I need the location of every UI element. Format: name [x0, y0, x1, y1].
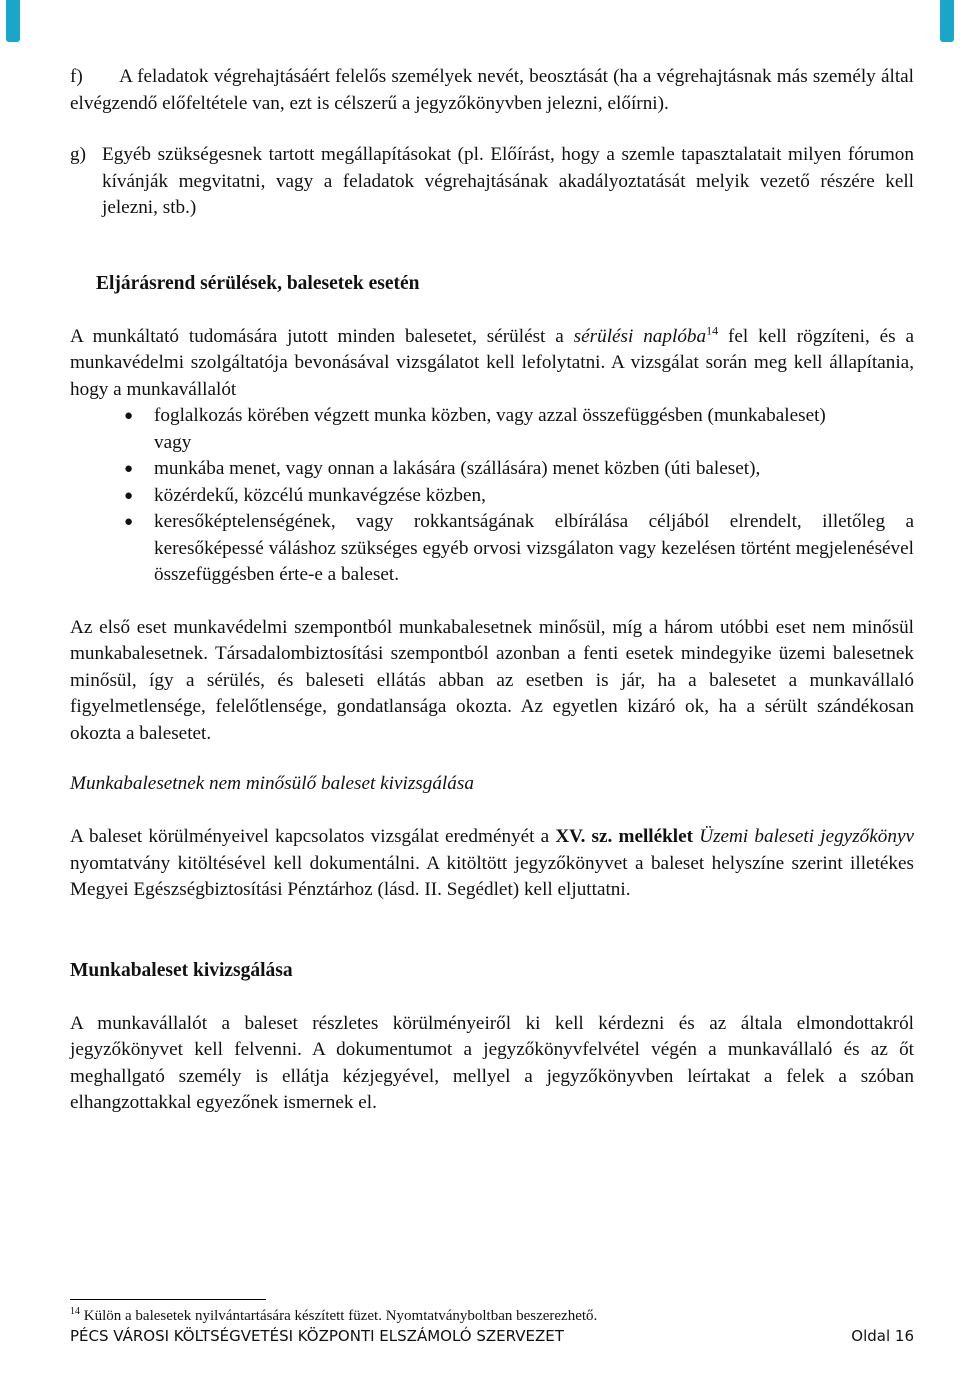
page-footer: [70, 1325, 914, 1347]
list-item-f-text: f) A feladatok végrehajtásáért felelős személyek nevét, beosztását (ha a végrehajtásnak más személy által elvégzendő előfeltétele van, ezt is célszerű a jegyzőkönyvben jelezni, előírni).: [70, 66, 915, 114]
intro-paragraph: A munkáltató tudomására jutott minden balesetet, sérülést a sérülési naplóba$^{14}$ fel kell rögzíteni, és a munkavédelmi szolgáltatója bevonásával vizsgálatot kell lefolytatni. A vizsgálat során meg kell állapítania, hogy a munkavállalót: [70, 323, 914, 400]
bullet-icon: ●: [124, 514, 134, 530]
accident-criteria-list: [70, 403, 914, 430]
list-item: ● foglalkozás körében végzett munka közben, vagy azzal összefüggésben (munkabaleset): [70, 403, 914, 430]
list-item-f-label: f): [70, 66, 83, 87]
connector-word: vagy: [154, 431, 192, 453]
list-item-g: [70, 142, 914, 222]
footnote-number: 14: [70, 1306, 80, 1317]
list-item-g-label: g): [70, 144, 86, 165]
list-item-f: [70, 64, 914, 117]
work-accident-paragraph: A munkavállalót a baleset részletes körülményeiről ki kell kérdezni és az általa elmondottakról jegyzőkönyvet kell felvenni. A dokumentumot a jegyzőkönyvfelvétel végén a munkavállaló és az őt meghallgató személy is ellátja kézjegyével, mellyel a jegyzőkönyvben leírtakat a felek a szóban elhangzottakkal egyezőnek ismernek el.: [70, 1012, 914, 1113]
list-item: ● közérdekű, közcélú munkavégzése közben,: [70, 483, 914, 510]
corner-marker-left: [6, 0, 20, 42]
list-item: ● munkába menet, vagy onnan a lakására (szállására) menet közben (úti baleset),: [70, 456, 914, 483]
accident-criteria-list-cont: [70, 456, 914, 589]
bullet-icon: ●: [124, 408, 134, 424]
document-page: [70, 64, 914, 1117]
section-heading-non-work-accident: Munkabalesetnek nem minősülő baleset kivizsgálása: [70, 773, 474, 794]
footnote: $^{14}$ Külön a balesetek nyilvántartására készített füzet. Nyomtatványboltban beszerezhető.: [70, 1306, 598, 1324]
bullet-icon: ●: [124, 487, 134, 504]
footnote-ref: 14: [706, 323, 719, 338]
footer-page-number: Oldal 16: [851, 1327, 914, 1345]
section-heading-procedure: Eljárásrend sérülések, balesetek esetén: [96, 272, 420, 294]
annex-reference: XV. sz. melléklet: [555, 826, 694, 847]
footer-organization: PÉCS VÁROSI KÖLTSÉGVETÉSI KÖZPONTI ELSZÁMOLÓ SZERVEZET: [70, 1327, 564, 1345]
list-item-g-text: Egyéb szükségesnek tartott megállapításokat (pl. Előírást, hogy a szemle tapasztalatait milyen fórumon kívánják megvitatni, vagy a feladatok végrehajtásának akadályoztatását melyik vezető részére kell jelezni, stb.): [102, 144, 914, 218]
corner-marker-right: [940, 0, 954, 42]
classification-paragraph: Az első eset munkavédelmi szempontból munkabalesetnek minősül, míg a három utóbbi eset nem minősül munkabalesetnek. Társadalombiztosítási szempontból azonban a fenti esetek mindegyike üzemi balesetnek minősül, így a sérülés, és baleseti ellátás abban az esetben is jár, ha a balesetet a munkavállaló figyelmetlensége, felelőtlensége, gondatlansága okozta. Az egyetlen kizáró ok, ha a sérült szándékosan okozta a balesetet.: [70, 616, 914, 744]
form-name: Üzemi baleseti jegyzőkönyv: [699, 826, 914, 847]
bullet-icon: ●: [124, 461, 134, 477]
list-item: ● keresőképtelenségének, vagy rokkantságának elbírálása céljából elrendelt, illetőleg a keresőképessé váláshoz szükséges egyéb orvosi vizsgálaton vagy kezelésen történt megjelenésével összefüggésben érte-e a baleset.: [124, 511, 914, 585]
section-heading-work-accident: Munkabaleset kivizsgálása: [70, 959, 293, 981]
non-work-accident-paragraph: A baleset körülményeivel kapcsolatos vizsgálat eredményét a XV. sz. melléklet Üzemi baleseti jegyzőkönyv nyomtatvány kitöltésével kell dokumentálni. A kitöltött jegyzőkönyvet a baleset helyszíne szerint illetékes Megyei Egészségbiztosítási Pénztárhoz (lásd. II. Segédlet) kell eljuttatni.: [70, 826, 914, 900]
footnote-divider: [70, 1299, 266, 1300]
injury-log-term: sérülési naplóba: [573, 325, 707, 347]
